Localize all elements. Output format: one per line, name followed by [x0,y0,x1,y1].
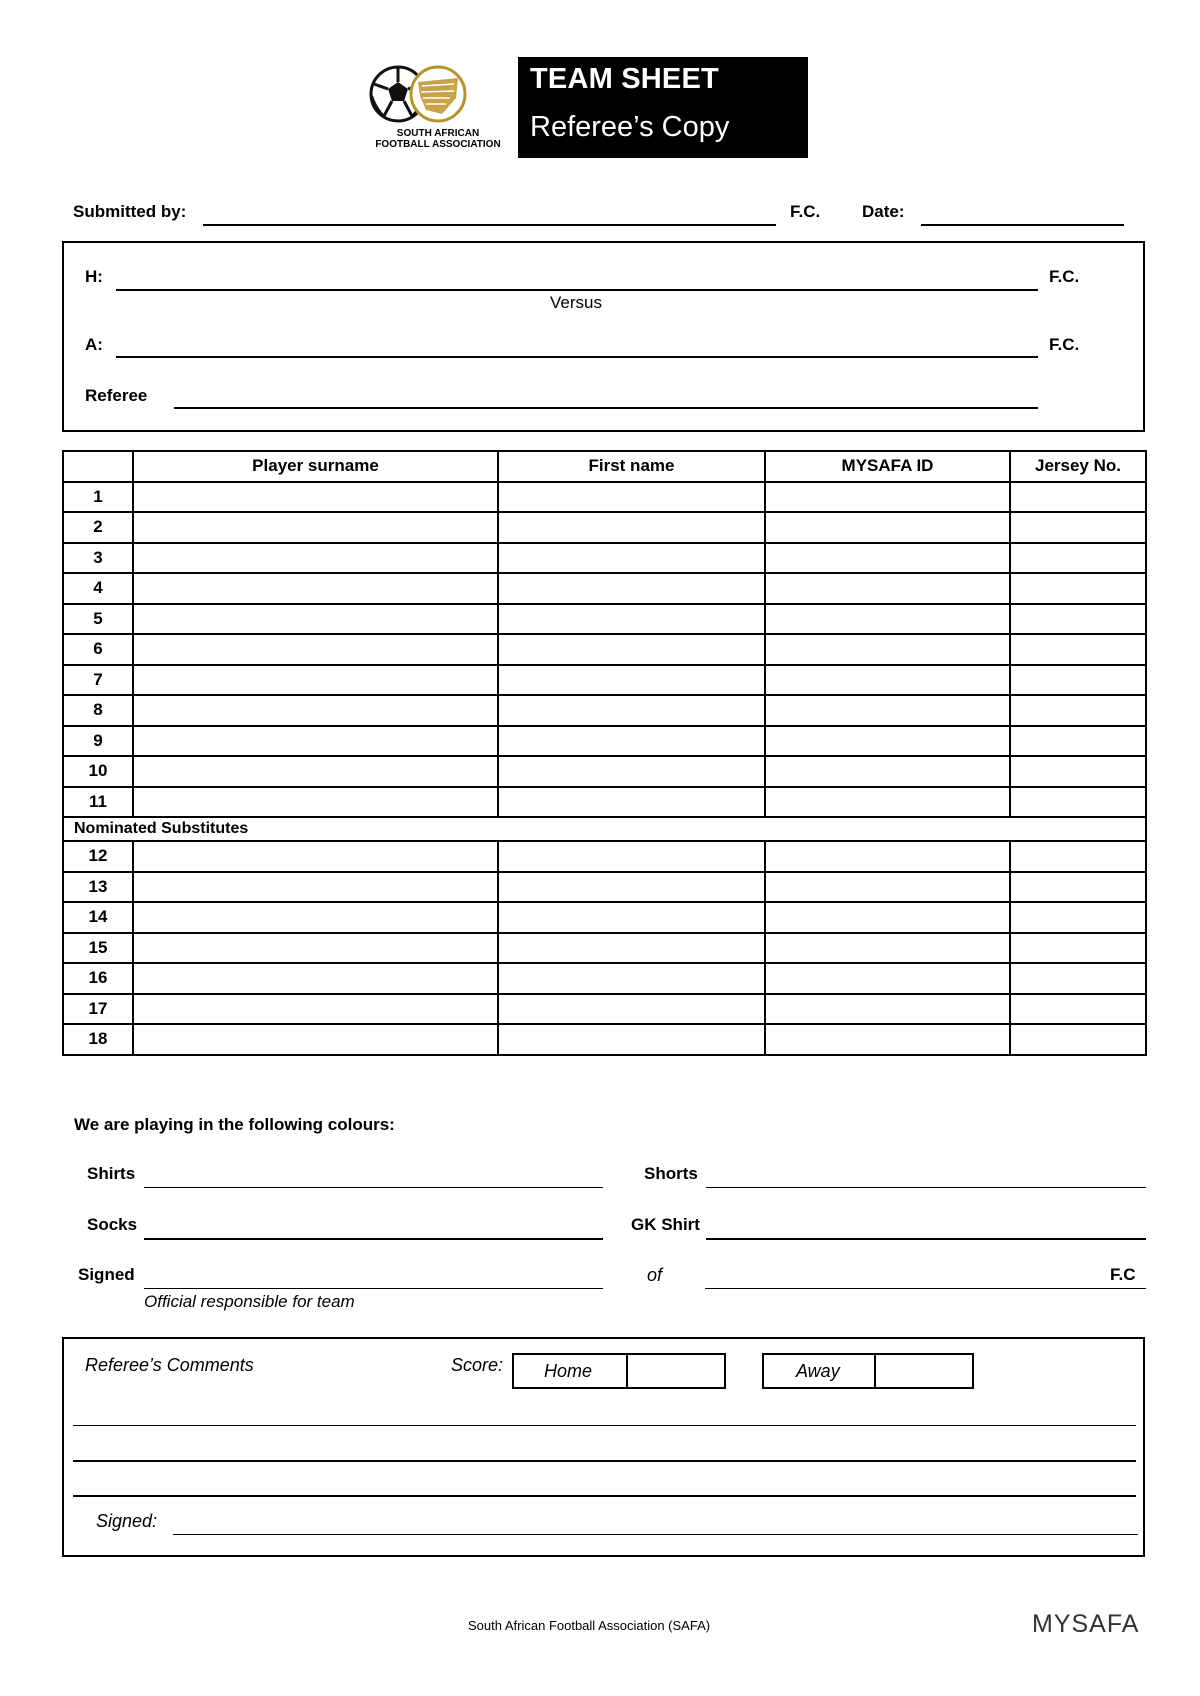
header-jersey-no: Jersey No. [1010,451,1146,482]
header-number [63,451,133,482]
away-team-field[interactable] [116,356,1038,358]
table-row [63,933,1146,964]
home-fc-label: F.C. [1049,267,1080,286]
mysafa-id-cell[interactable] [765,573,1010,604]
row-number: 13 [63,872,133,903]
first-name-cell[interactable] [498,726,765,757]
first-name-cell[interactable] [498,573,765,604]
home-score-label: Home [544,1361,593,1381]
surname-cell[interactable] [133,634,498,665]
first-name-cell[interactable] [498,695,765,726]
table-row [63,994,1146,1025]
mysafa-id-cell[interactable] [765,787,1010,818]
surname-cell[interactable] [133,902,498,933]
away-fc-label: F.C. [1049,335,1080,354]
jersey-cell[interactable] [1010,963,1146,994]
first-name-cell[interactable] [498,756,765,787]
row-number: 1 [63,482,133,513]
table-row [63,726,1146,757]
surname-cell[interactable] [133,695,498,726]
of-fc-label: F.C [1110,1265,1136,1284]
mysafa-id-cell[interactable] [765,963,1010,994]
row-number: 10 [63,756,133,787]
row-number: 8 [63,695,133,726]
table-row [63,543,1146,574]
header-first-name: First name [498,451,765,482]
of-label: of [647,1265,663,1285]
surname-cell[interactable] [133,543,498,574]
logo-text-line2: FOOTBALL ASSOCIATION [375,139,501,150]
first-name-cell[interactable] [498,933,765,964]
gk-shirt-label: GK Shirt [631,1215,700,1234]
row-number: 7 [63,665,133,696]
title-box [518,57,808,158]
table-row [63,872,1146,903]
socks-label: Socks [87,1215,138,1234]
row-number: 18 [63,1024,133,1055]
row-number: 16 [63,963,133,994]
page-subtitle: Referee’s Copy [530,111,730,143]
submitted-by-field[interactable] [203,224,776,226]
surname-cell[interactable] [133,933,498,964]
row-number: 14 [63,902,133,933]
away-label: A: [85,335,103,354]
table-row [63,695,1146,726]
row-number: 3 [63,543,133,574]
home-score-box [512,1353,726,1389]
table-row [63,482,1146,513]
jersey-cell[interactable] [1010,902,1146,933]
substitutes-label: Nominated Substitutes [63,817,1146,841]
logo-text-line1: SOUTH AFRICAN [396,128,480,139]
row-number: 17 [63,994,133,1025]
jersey-cell[interactable] [1010,933,1146,964]
mysafa-id-cell[interactable] [765,726,1010,757]
jersey-cell[interactable] [1010,756,1146,787]
shirts-label: Shirts [87,1164,136,1183]
referee-comments-label: Referee’s Comments [85,1355,254,1375]
table-row [63,963,1146,994]
row-number: 6 [63,634,133,665]
table-row [63,787,1146,818]
mysafa-id-cell[interactable] [765,695,1010,726]
first-name-cell[interactable] [498,512,765,543]
table-header-row [63,451,1146,482]
shorts-field[interactable] [706,1187,1146,1188]
mysafa-id-cell[interactable] [765,634,1010,665]
away-score-box [762,1353,974,1389]
first-name-cell[interactable] [498,902,765,933]
row-number: 2 [63,512,133,543]
comment-line-3[interactable] [73,1495,1136,1497]
mysafa-id-cell[interactable] [765,482,1010,513]
row-number: 5 [63,604,133,635]
first-name-cell[interactable] [498,872,765,903]
jersey-cell[interactable] [1010,726,1146,757]
surname-cell[interactable] [133,787,498,818]
row-number: 9 [63,726,133,757]
jersey-cell[interactable] [1010,787,1146,818]
jersey-cell[interactable] [1010,604,1146,635]
submitted-by-label: Submitted by: [73,202,187,221]
shorts-label: Shorts [644,1164,698,1183]
of-team-field[interactable] [705,1288,1146,1289]
surname-cell[interactable] [133,665,498,696]
first-name-cell[interactable] [498,963,765,994]
row-number: 12 [63,841,133,872]
header-mysafa-id: MYSAFA ID [765,451,1010,482]
row-number: 11 [63,787,133,818]
socks-field[interactable] [144,1238,603,1240]
mysafa-id-cell[interactable] [765,902,1010,933]
first-name-cell[interactable] [498,543,765,574]
table-row [63,841,1146,872]
away-score-label: Away [796,1361,840,1381]
table-row [63,1024,1146,1055]
table-row [63,665,1146,696]
table-row [63,756,1146,787]
jersey-cell[interactable] [1010,994,1146,1025]
first-name-cell[interactable] [498,994,765,1025]
mysafa-id-cell[interactable] [765,841,1010,872]
first-name-cell[interactable] [498,1024,765,1055]
date-field[interactable] [921,224,1124,226]
jersey-cell[interactable] [1010,482,1146,513]
footer-organisation: South African Football Association (SAFA) [468,1618,711,1633]
away-score-field[interactable] [874,1355,976,1387]
first-name-cell[interactable] [498,787,765,818]
header-player-surname: Player surname [133,451,498,482]
jersey-cell[interactable] [1010,512,1146,543]
match-details-box [62,241,1145,432]
mysafa-id-cell[interactable] [765,665,1010,696]
mysafa-id-cell[interactable] [765,933,1010,964]
row-number: 4 [63,573,133,604]
surname-cell[interactable] [133,573,498,604]
first-name-cell[interactable] [498,482,765,513]
surname-cell[interactable] [133,756,498,787]
substitutes-header-row [63,817,1146,841]
jersey-cell[interactable] [1010,543,1146,574]
surname-cell[interactable] [133,726,498,757]
referee-label: Referee [85,386,148,405]
submitted-fc-label: F.C. [790,202,821,221]
colours-heading: We are playing in the following colours: [74,1115,395,1134]
surname-cell[interactable] [133,604,498,635]
mysafa-id-cell[interactable] [765,543,1010,574]
mysafa-id-cell[interactable] [765,872,1010,903]
jersey-cell[interactable] [1010,665,1146,696]
surname-cell[interactable] [133,872,498,903]
home-score-field[interactable] [626,1355,728,1387]
surname-cell[interactable] [133,994,498,1025]
jersey-cell[interactable] [1010,872,1146,903]
footer-brand: MYSAFA [1032,1610,1140,1638]
home-label: H: [85,267,103,286]
table-row [63,634,1146,665]
shirts-field[interactable] [144,1187,603,1188]
home-team-field[interactable] [116,289,1038,291]
gk-shirt-field[interactable] [706,1238,1146,1240]
referee-signed-field[interactable] [173,1534,1138,1535]
comment-line-1[interactable] [73,1425,1136,1426]
table-row [63,512,1146,543]
jersey-cell[interactable] [1010,634,1146,665]
jersey-cell[interactable] [1010,841,1146,872]
surname-cell[interactable] [133,482,498,513]
signed-label: Signed [78,1265,135,1284]
first-name-cell[interactable] [498,841,765,872]
page-title: TEAM SHEET [530,63,719,95]
score-label: Score: [451,1355,504,1375]
jersey-cell[interactable] [1010,695,1146,726]
surname-cell[interactable] [133,1024,498,1055]
referee-signed-label: Signed: [96,1511,158,1531]
safa-logo-text [364,128,512,150]
surname-cell[interactable] [133,512,498,543]
mysafa-id-cell[interactable] [765,512,1010,543]
official-caption: Official responsible for team [144,1292,355,1311]
signed-field[interactable] [144,1288,603,1289]
comment-line-2[interactable] [73,1460,1136,1462]
date-label: Date: [862,202,905,221]
mysafa-id-cell[interactable] [765,1024,1010,1055]
mysafa-id-cell[interactable] [765,994,1010,1025]
jersey-cell[interactable] [1010,573,1146,604]
first-name-cell[interactable] [498,634,765,665]
first-name-cell[interactable] [498,665,765,696]
versus-label: Versus [550,293,602,312]
referee-field[interactable] [174,407,1038,409]
surname-cell[interactable] [133,841,498,872]
surname-cell[interactable] [133,963,498,994]
table-row [63,604,1146,635]
table-row [63,902,1146,933]
players-table [62,450,1147,1056]
jersey-cell[interactable] [1010,1024,1146,1055]
mysafa-id-cell[interactable] [765,756,1010,787]
table-row [63,573,1146,604]
first-name-cell[interactable] [498,604,765,635]
mysafa-id-cell[interactable] [765,604,1010,635]
row-number: 15 [63,933,133,964]
